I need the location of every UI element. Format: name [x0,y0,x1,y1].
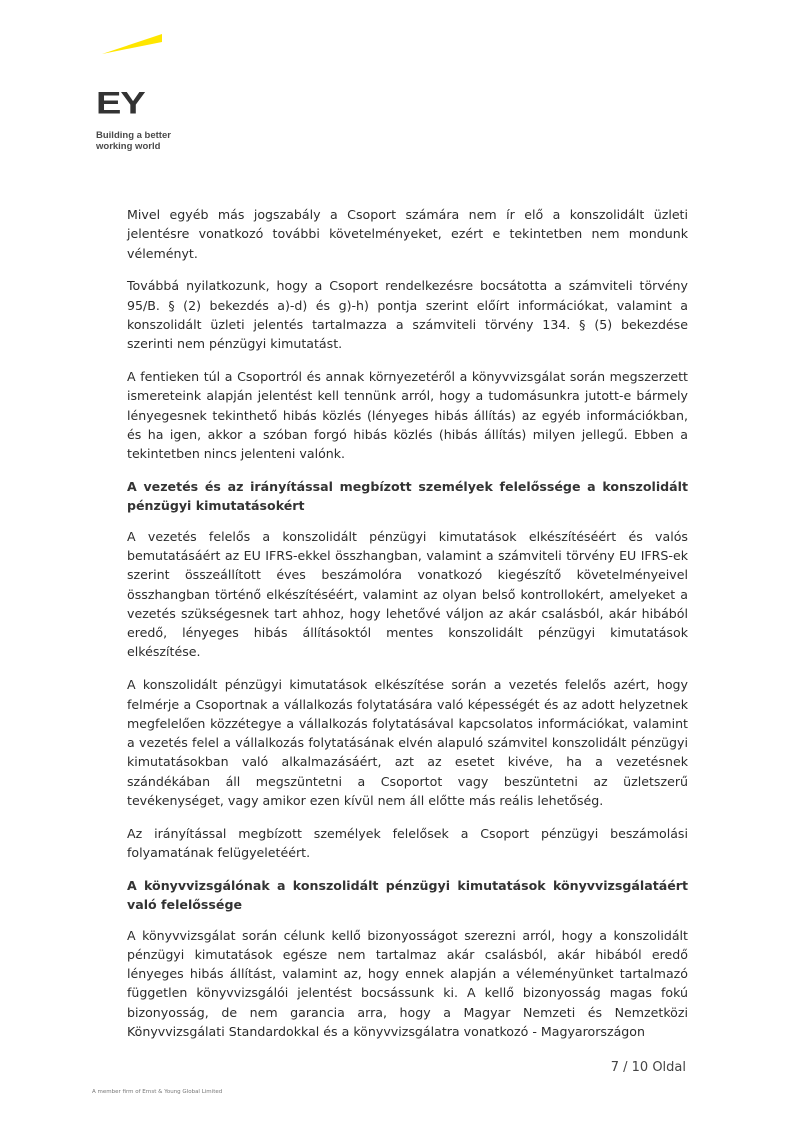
paragraph-audit-objective: A könyvvizsgálat során célunk kellő bizonyosságot szerezni arról, hogy a konszolidált pénzügyi kimutatások egésze nem tartalmaz akár csalásból, akár hibából eredő lényeges hibás állítást, valamint az, hogy ennek alapján a véleményünket tartalmazó független könyvvizsgálói jelentést bocsássunk ki. A kellő bizonyosság magas fokú bizonyosság, de nem garancia arra, hogy a Magyar Nemzeti és Nemzetközi Könyvvizsgálati Standardokkal és a könyvvizsgálatra vonatkozó - Magyarországon [127,927,688,1039]
footer-member-note: A member firm of Ernst & Young Global Limited [92,1089,223,1095]
paragraph-disclosure-statement: Továbbá nyilatkozunk, hogy a Csoport rendelkezésre bocsátotta a számviteli törvény 95/B. § (2) bekezdés a)-d) és g)-h) pontja szerint előírt információkat, valamint a konszolidált üzleti jelentés tartalmazza a számviteli törvény 134. § (5) bekezdése szerinti nem pénzügyi kimutatást. [127,278,688,352]
paragraph-misstatement-report: A fentieken túl a Csoportról és annak környezetéről a könyvvizsgálat során megszerzett ismereteink alapján jelentést kell tennünk arról, hogy a tudomásunkra jutott-e bármely lényegesnek tekinthető hibás közlés (lényeges hibás állítás) az egyéb információkban, és ha igen, akkor a szóban forgó hibás közlés (hibás állítás) milyen jellegű. Ebben a tekintetben nincs jelenteni valónk. [127,369,688,462]
paragraph-going-concern: A konszolidált pénzügyi kimutatások elkészítése során a vezetés felelős azért, hogy felmérje a Csoportnak a vállalkozás folytatására való képességét és az adott helyzetnek megfelelően közzétegye a vállalkozás folytatásával kapcsolatos információkat, valamint a vezetés felel a vállalkozás folytatásának elvén alapuló számvitel konszolidált pénzügyi kimutatásokban való alkalmazásáért, azt az esetet kivéve, ha a vezetésnek szándékában áll megszüntetni a Csoportot vagy beszüntetni az üzletszerű tevékenységet, vagy amikor ezen kívül nem áll előtte más reális lehetőség. [127,677,688,809]
logo-tagline-line1: Building a better [96,130,171,141]
logo-letters: EY [96,86,145,121]
logo-tagline-line2: working world [96,140,161,152]
document-body [127,205,688,1055]
ey-logo [96,32,216,152]
logo-tagline [96,131,171,152]
heading-management-responsibility: A vezetés és az irányítással megbízott személyek felelőssége a konszolidált pénzügyi kimutatásokért [127,479,688,514]
heading-auditor-responsibility: A könyvvizsgálónak a konszolidált pénzügyi kimutatások könyvvizsgálatáért való felelőssége [127,877,688,913]
logo-accent-beam-icon [96,32,176,62]
paragraph-governance-oversight: Az irányítással megbízott személyek felelősek a Csoport pénzügyi beszámolási folyamatának felügyeletéért. [127,825,688,861]
page-number: 7 / 10 Oldal [610,1060,686,1075]
paragraph-other-legislation: Mivel egyéb más jogszabály a Csoport számára nem ír elő a konszolidált üzleti jelentésre vonatkozó további követelményeket, ezért e tekintetben nem mondunk véleményt. [127,207,688,261]
paragraph-management-responsibility: A vezetés felelős a konszolidált pénzügyi kimutatások elkészítéséért és valós bemutatásáért az EU IFRS-ekkel összhangban, valamint a számviteli törvény EU IFRS-ek szerint összeállított éves beszámolóra vonatkozó kiegészítő követelményeivel összhangban történő elkészítéséért, valamint az olyan belső kontrollokért, amelyeket a vezetés szükségesnek tart ahhoz, hogy lehetővé váljon az akár csalásból, akár hibából eredő, lényeges hibás állításoktól mentes konszolidált pénzügyi kimutatások elkészítése. [127,528,688,660]
